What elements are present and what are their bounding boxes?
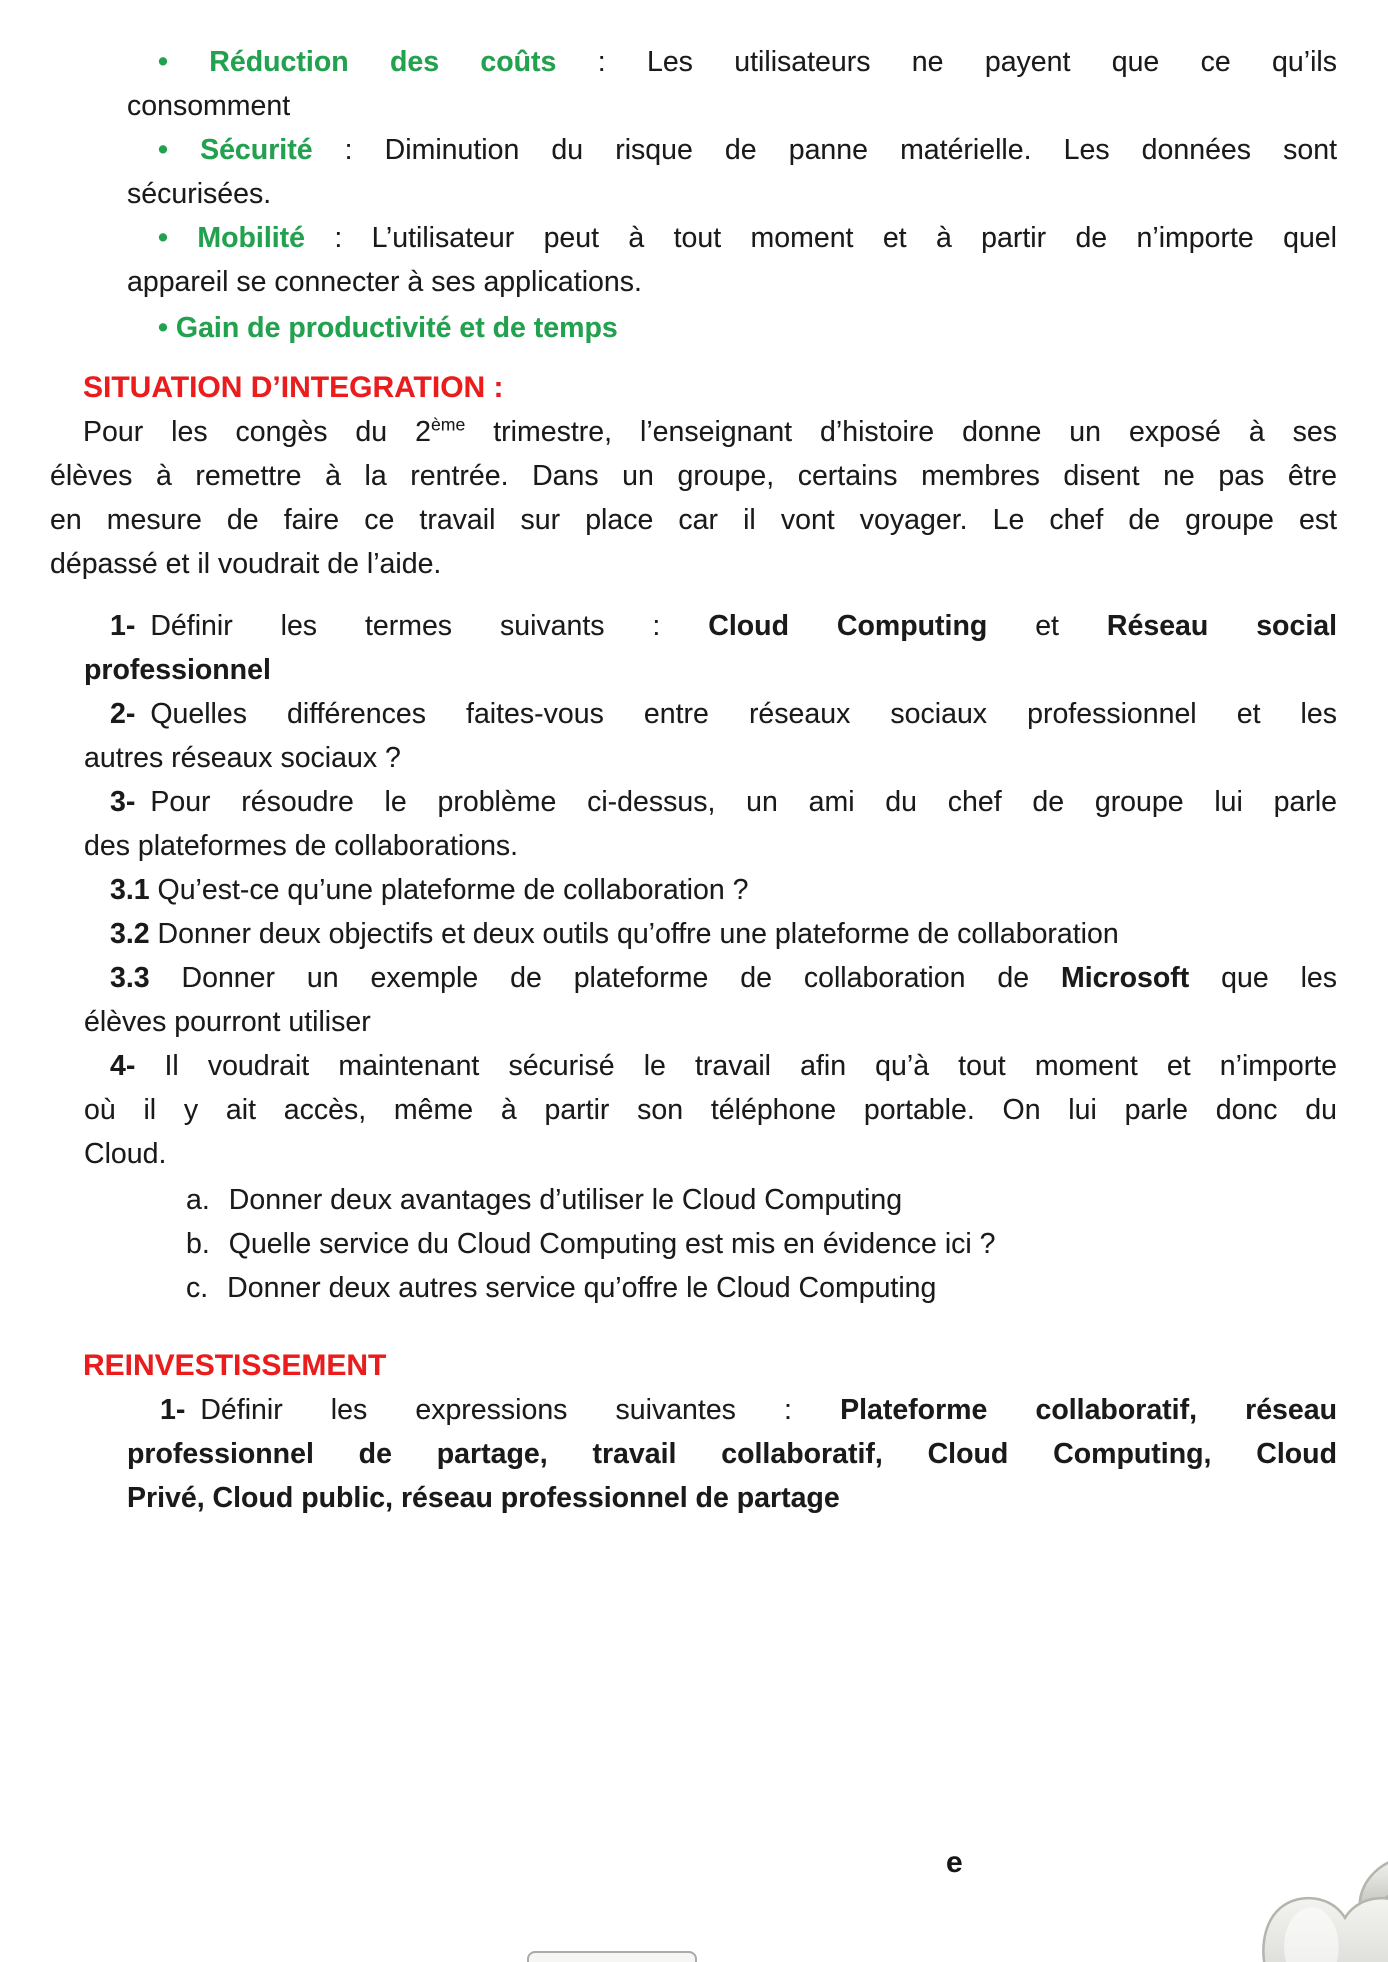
question-3-1-line-1 — [0, 868, 1337, 912]
question-2-line-1 — [0, 692, 1337, 736]
question-3-2-line-1 — [0, 912, 1337, 956]
subquestion-b-run: b. — [186, 1228, 210, 1260]
question-3-1-run: Qu’est-ce qu’une plateforme de collaboration ? — [149, 874, 749, 906]
reinvestissement-1-line-3 — [0, 1476, 1337, 1520]
bullet-reduction-couts — [0, 40, 1337, 128]
question-1-run: et — [987, 610, 1107, 642]
question-3 — [0, 780, 1337, 868]
bullet-securite-run: : — [312, 134, 385, 166]
reinvestissement-1-run: Plateforme collaboratif, réseau — [840, 1394, 1337, 1426]
bullet-securite-run: • Sécurité — [158, 134, 313, 166]
question-3-3-line-2 — [0, 1000, 1337, 1044]
paragraph-situation-run: élèves à remettre à la rentrée. Dans un groupe, certains membres disent ne pas être — [50, 460, 1337, 492]
bullet-securite — [0, 128, 1337, 216]
apple-logo-icon — [1240, 1838, 1388, 1962]
question-4-line-2 — [0, 1088, 1337, 1132]
question-2-run: 2- — [110, 698, 136, 730]
question-4-run: 4- — [110, 1050, 136, 1082]
paragraph-situation-line-4 — [0, 542, 1337, 586]
question-1-run: professionnel — [84, 654, 271, 686]
heading-situation-integration-run: SITUATION D’INTEGRATION : — [83, 371, 504, 404]
question-2-line-2 — [0, 736, 1337, 780]
question-2 — [0, 692, 1337, 780]
bullet-reduction-couts-run: • Réduction des coûts — [158, 46, 557, 78]
paragraph-situation-run: en mesure de faire ce travail sur place car il vont voyager. Le chef de groupe est — [50, 504, 1337, 536]
question-4-run: où il y ait accès, même à partir son téléphone portable. On lui parle donc du — [84, 1094, 1337, 1126]
question-4-run: Il voudrait maintenant sécurisé le travail afin qu’à tout moment et n’importe — [135, 1050, 1337, 1082]
subquestion-c-run: Donner deux autres service qu’offre le Cloud Computing — [227, 1272, 937, 1304]
question-2-run: Quelles différences faites-vous entre réseaux sociaux professionnel et les — [150, 698, 1337, 730]
reinvestissement-1-line-1 — [0, 1388, 1337, 1432]
question-4 — [0, 1044, 1337, 1176]
bullet-securite-line-1 — [0, 128, 1337, 172]
subquestion-a-run: a. — [186, 1184, 210, 1216]
question-1-run: Définir les termes suivants : — [150, 610, 709, 642]
bullet-reduction-couts-run: : — [556, 46, 647, 78]
bullet-gain-productivite — [0, 306, 1337, 350]
bullet-mobilite-run: • Mobilité — [158, 222, 305, 254]
reinvestissement-1-run: Définir les expressions suivantes : — [200, 1394, 841, 1426]
bullet-mobilite-run: appareil se connecter à ses applications. — [127, 266, 642, 298]
question-4-line-3 — [0, 1132, 1337, 1176]
bullet-mobilite-run: L’utilisateur peut à tout moment et à partir de n’importe quel — [371, 222, 1337, 254]
question-3-run: des plateformes de collaborations. — [84, 830, 519, 862]
paragraph-situation — [0, 410, 1337, 586]
subquestion-c — [0, 1266, 1337, 1310]
heading-reinvestissement — [0, 1344, 1337, 1388]
paragraph-situation-run: Pour les congès du 2 — [83, 416, 431, 448]
bullet-reduction-couts-line-1 — [0, 40, 1337, 84]
bullet-securite-run: sécurisées. — [127, 178, 272, 210]
bullet-mobilite-run: : — [305, 222, 372, 254]
question-1-run: Cloud Computing — [708, 610, 988, 642]
reinvestissement-1-run: Privé, Cloud public, réseau professionnel de partage — [127, 1482, 840, 1514]
question-3-3-run: Donner un exemple de plateforme de collaboration de — [149, 962, 1061, 994]
question-3-line-1 — [0, 780, 1337, 824]
question-3-run: Pour résoudre le problème ci-dessus, un ami du chef de groupe lui parle — [150, 786, 1337, 818]
question-3-1 — [0, 868, 1337, 912]
bullet-reduction-couts-run: Les utilisateurs ne payent que ce qu’ils — [646, 46, 1337, 78]
bullet-mobilite-line-1 — [0, 216, 1337, 260]
bullet-reduction-couts-line-2 — [0, 84, 1337, 128]
subquestion-a-run: Donner deux avantages d’utiliser le Cloud Computing — [228, 1184, 903, 1216]
subquestion-b-line-1 — [0, 1222, 1337, 1266]
bullet-securite-run: Diminution du risque de panne matérielle. Les données sont — [384, 134, 1337, 166]
bullet-gain-productivite-line-1 — [0, 306, 1337, 350]
question-3-run: 3- — [110, 786, 136, 818]
heading-reinvestissement-line-1 — [0, 1344, 1337, 1388]
paragraph-situation-run: trimestre, l’enseignant d’histoire donne un exposé à ses — [465, 416, 1337, 448]
question-3-3-run: élèves pourront utiliser — [84, 1006, 371, 1038]
reinvestissement-1-line-2 — [0, 1432, 1337, 1476]
question-2-run: autres réseaux sociaux ? — [84, 742, 401, 774]
paragraph-situation-line-3 — [0, 498, 1337, 542]
paragraph-situation-run: dépassé et il voudrait de l’aide. — [50, 548, 442, 580]
cut-off-tab-shape — [527, 1951, 697, 1962]
question-3-2 — [0, 912, 1337, 956]
subquestion-a-line-1 — [0, 1178, 1337, 1222]
question-3-3-line-1 — [0, 956, 1337, 1000]
document-content — [0, 40, 1388, 1520]
bullet-mobilite — [0, 216, 1337, 304]
bullet-reduction-couts-run: consomment — [127, 90, 291, 122]
stray-letter: e — [946, 1846, 963, 1879]
heading-situation-integration — [0, 366, 1337, 410]
question-1-run: Réseau social — [1106, 610, 1338, 642]
question-1-line-2 — [0, 648, 1337, 692]
subquestion-c-line-1 — [0, 1266, 1337, 1310]
reinvestissement-1-run: 1- — [160, 1394, 186, 1426]
heading-reinvestissement-run: REINVESTISSEMENT — [83, 1349, 387, 1382]
question-3-3-run: 3.3 — [110, 962, 150, 994]
question-3-3-run: Microsoft — [1060, 962, 1190, 994]
subquestion-a — [0, 1178, 1337, 1222]
reinvestissement-1 — [0, 1388, 1337, 1520]
question-1-run: 1- — [110, 610, 136, 642]
heading-situation-integration-line-1 — [0, 366, 1337, 410]
question-1-line-1 — [0, 604, 1337, 648]
question-3-1-run: 3.1 — [110, 874, 150, 906]
question-3-2-run: 3.2 — [110, 918, 150, 950]
paragraph-situation-line-1 — [0, 410, 1337, 454]
question-3-3-run: que les — [1189, 962, 1337, 994]
bullet-mobilite-line-2 — [0, 260, 1337, 304]
question-1 — [0, 604, 1337, 692]
subquestion-b — [0, 1222, 1337, 1266]
question-4-line-1 — [0, 1044, 1337, 1088]
reinvestissement-1-run: professionnel de partage, travail collaboratif, Cloud Computing, Cloud — [127, 1438, 1337, 1470]
question-3-line-2 — [0, 824, 1337, 868]
question-3-2-run: Donner deux objectifs et deux outils qu’offre une plateforme de collaboration — [149, 918, 1119, 950]
question-4-run: Cloud. — [84, 1138, 167, 1170]
bullet-gain-productivite-run: • Gain de productivité et de temps — [158, 312, 618, 344]
subquestion-b-run: Quelle service du Cloud Computing est mis en évidence ici ? — [228, 1228, 996, 1260]
question-3-3 — [0, 956, 1337, 1044]
paragraph-situation-run: ème — [430, 414, 466, 435]
subquestion-c-run: c. — [186, 1272, 209, 1304]
paragraph-situation-line-2 — [0, 454, 1337, 498]
bullet-securite-line-2 — [0, 172, 1337, 216]
